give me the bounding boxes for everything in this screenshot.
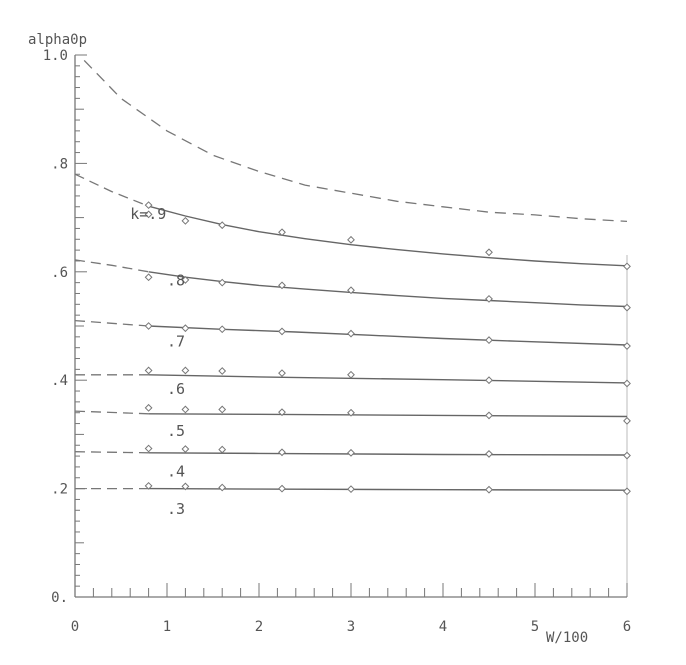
data-point-marker	[219, 484, 225, 490]
x-tick-label: 4	[438, 619, 448, 635]
data-point-marker	[145, 323, 151, 329]
data-point-marker	[219, 222, 225, 228]
data-point-marker	[624, 343, 630, 349]
curve-label: .3	[167, 500, 186, 519]
data-point-marker	[624, 418, 630, 424]
x-tick-label: 6	[622, 619, 632, 635]
curve-label: .4	[167, 462, 186, 481]
data-point-marker	[219, 446, 225, 452]
series-line	[149, 272, 627, 307]
data-point-marker	[219, 368, 225, 374]
series-line-dashed-extrapolation	[75, 321, 149, 326]
data-point-marker	[145, 274, 151, 280]
data-point-marker	[624, 304, 630, 310]
curve-label: .6	[167, 379, 186, 398]
x-tick-label: 5	[530, 619, 540, 635]
x-tick-label: 2	[254, 619, 264, 635]
data-point-marker	[348, 486, 354, 492]
x-tick-label: 3	[346, 619, 356, 635]
series-group	[75, 60, 630, 518]
data-point-marker	[182, 218, 188, 224]
y-tick-label: .2	[51, 481, 68, 498]
x-tick-label: 0	[70, 619, 80, 635]
data-point-marker	[486, 337, 492, 343]
data-point-marker	[182, 406, 188, 412]
y-axis-label: alpha0p	[28, 32, 88, 48]
curve-label: .5	[167, 422, 186, 441]
series-line-dashed-extrapolation	[75, 174, 149, 206]
series-line	[149, 414, 627, 417]
data-point-marker	[624, 452, 630, 458]
data-point-marker	[624, 263, 630, 269]
data-point-marker	[182, 325, 188, 331]
data-point-marker	[279, 485, 285, 491]
series-line-dashed	[84, 60, 627, 224]
data-point-marker	[145, 445, 151, 451]
data-point-marker	[486, 377, 492, 383]
data-point-marker	[624, 488, 630, 494]
series-line-dashed-extrapolation	[75, 260, 149, 272]
x-axis-label: W/100	[546, 630, 589, 646]
data-point-marker	[348, 372, 354, 378]
data-point-marker	[348, 237, 354, 243]
y-tick-label: .8	[51, 156, 68, 173]
curve-label: k=.9	[130, 205, 167, 224]
data-point-marker	[486, 249, 492, 255]
data-point-marker	[348, 330, 354, 336]
data-point-marker	[182, 367, 188, 373]
data-point-marker	[486, 486, 492, 492]
data-point-marker	[219, 406, 225, 412]
series-line	[149, 206, 627, 266]
y-tick-label: .6	[51, 264, 68, 281]
data-point-marker	[486, 451, 492, 457]
series-line	[149, 375, 627, 383]
data-point-marker	[279, 370, 285, 376]
y-tick-label: 1.0	[42, 48, 68, 64]
series-line-dashed-extrapolation	[75, 452, 149, 453]
series-line	[149, 453, 627, 455]
data-point-marker	[486, 412, 492, 418]
curve-label: .8	[167, 271, 186, 290]
data-point-marker	[182, 446, 188, 452]
data-point-marker	[624, 380, 630, 386]
curve-label: .7	[167, 332, 186, 351]
data-point-marker	[279, 328, 285, 334]
data-point-marker	[145, 367, 151, 373]
data-point-marker	[219, 326, 225, 332]
data-point-marker	[348, 450, 354, 456]
series-line-dashed-extrapolation	[75, 411, 149, 414]
y-tick-label: .4	[51, 373, 68, 390]
y-tick-label: 0.	[51, 590, 68, 606]
data-point-marker	[219, 279, 225, 285]
data-point-marker	[279, 449, 285, 455]
x-tick-label: 1	[162, 619, 172, 635]
data-point-marker	[145, 405, 151, 411]
